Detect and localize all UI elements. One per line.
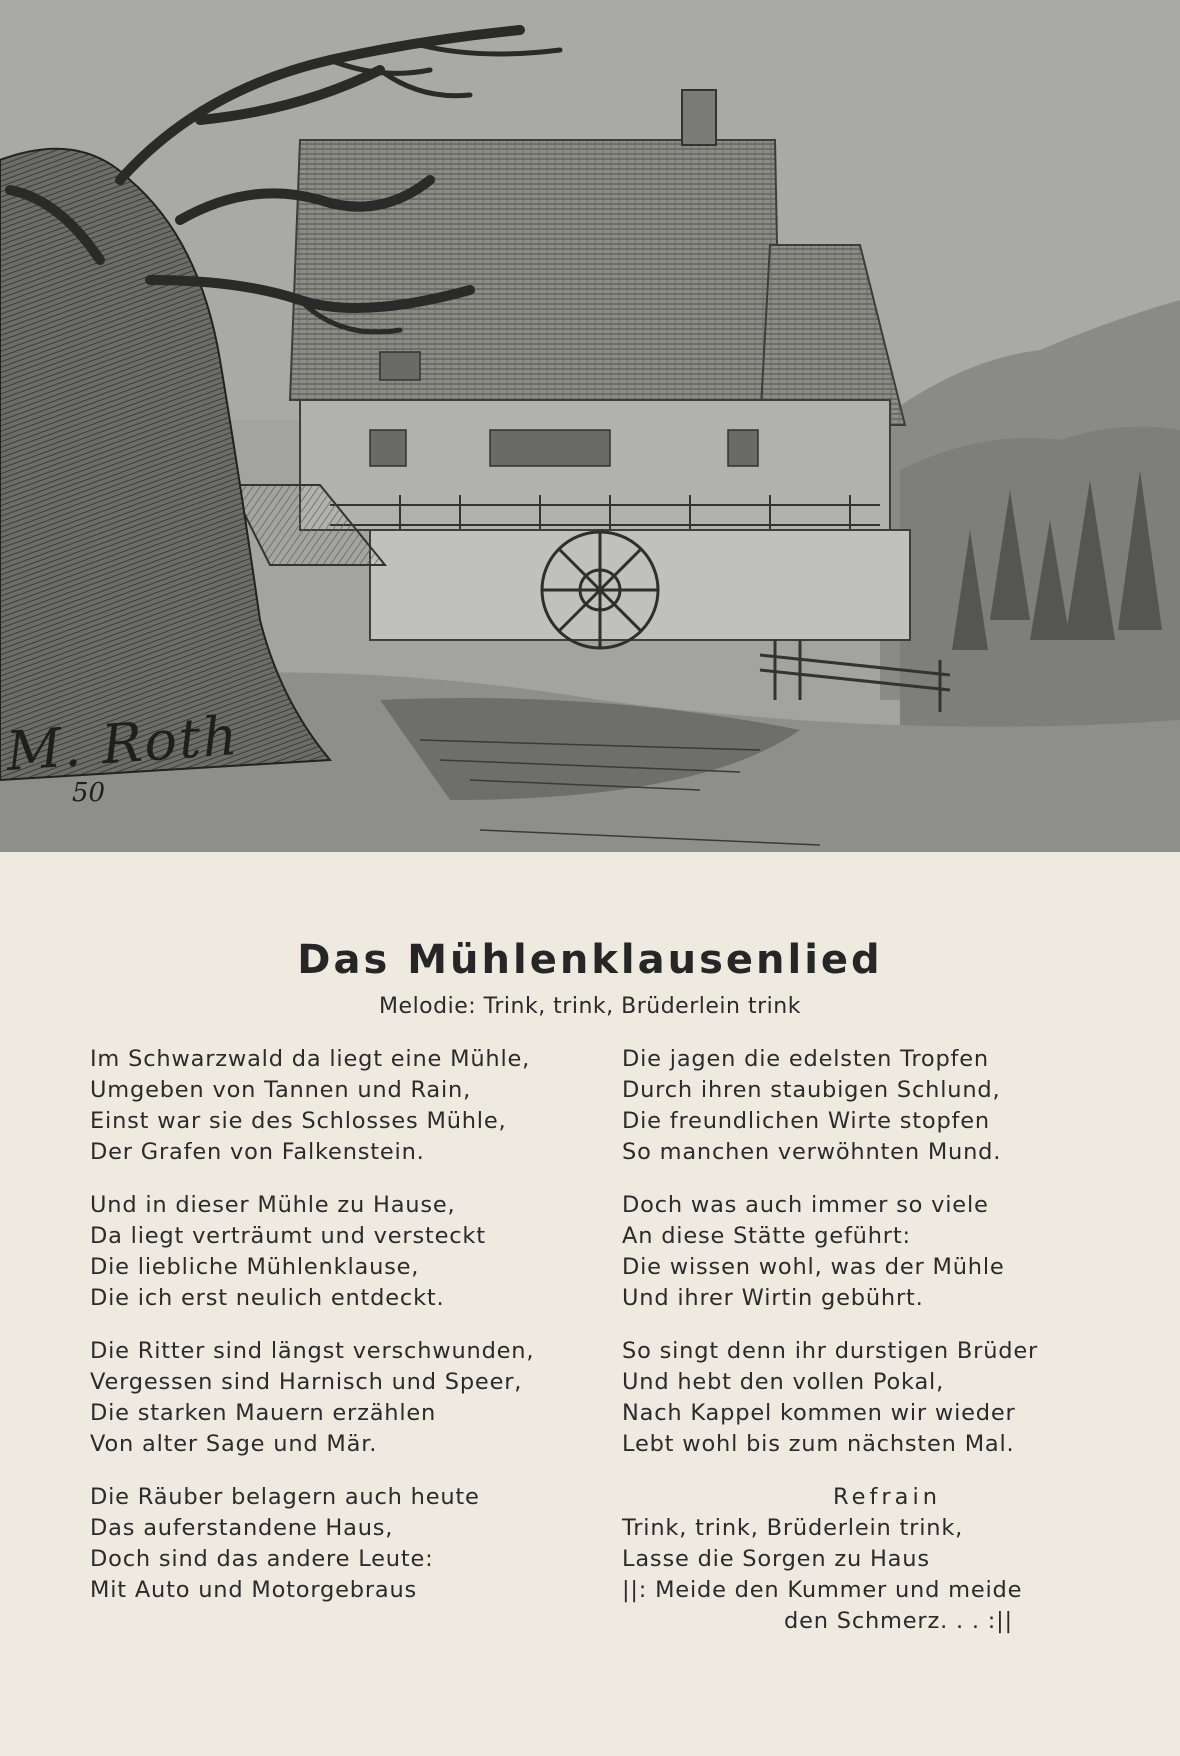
- stanza-1: [90, 1044, 610, 1168]
- verse-line: So manchen verwöhnten Mund.: [622, 1139, 1002, 1165]
- stanza-2: [90, 1190, 610, 1314]
- verse-line: Und in dieser Mühle zu Hause,: [90, 1192, 456, 1218]
- stanza-7: [622, 1336, 1092, 1460]
- verse-line: An diese Stätte geführt:: [622, 1223, 911, 1249]
- melody-note: Melodie: Trink, trink, Brüderlein trink: [379, 994, 801, 1019]
- refrain-line: Trink, trink, Brüderlein trink,: [622, 1515, 964, 1541]
- verse-line: Im Schwarzwald da liegt eine Mühle,: [90, 1046, 531, 1072]
- verse-line: Die Ritter sind längst verschwunden,: [90, 1338, 535, 1364]
- verse-line: Durch ihren staubigen Schlund,: [622, 1077, 1001, 1103]
- stanza-3: [90, 1336, 610, 1460]
- signature-year: 50: [72, 778, 106, 808]
- verse-line: Die liebliche Mühlenklause,: [90, 1254, 420, 1280]
- verse-line: Die freundlichen Wirte stopfen: [622, 1108, 990, 1134]
- refrain: [622, 1482, 1092, 1637]
- stanza-4: [90, 1482, 610, 1606]
- lyrics-sheet: [0, 852, 1180, 1756]
- artist-signature: M. Roth: [4, 703, 242, 784]
- right-column: [622, 1044, 1092, 1659]
- stanza-6: [622, 1190, 1092, 1314]
- verse-line: Doch was auch immer so viele: [622, 1192, 989, 1218]
- refrain-line: ||: Meide den Kummer und meide: [622, 1577, 1023, 1603]
- refrain-heading: Refrain: [833, 1484, 941, 1510]
- verse-line: Vergessen sind Harnisch und Speer,: [90, 1369, 523, 1395]
- water-wheel: [542, 532, 658, 648]
- verse-line: Die Räuber belagern auch heute: [90, 1484, 480, 1510]
- verse-line: Doch sind das andere Leute:: [90, 1546, 434, 1572]
- verse-line: Die ich erst neulich entdeckt.: [90, 1285, 445, 1311]
- verse-line: Nach Kappel kommen wir wieder: [622, 1400, 1016, 1426]
- refrain-line: Lasse die Sorgen zu Haus: [622, 1546, 930, 1572]
- verse-line: Das auferstandene Haus,: [90, 1515, 394, 1541]
- left-column: [90, 1044, 610, 1628]
- verse-line: Die wissen wohl, was der Mühle: [622, 1254, 1005, 1280]
- verse-line: Einst war sie des Schlosses Mühle,: [90, 1108, 507, 1134]
- verse-line: Mit Auto und Motorgebraus: [90, 1577, 418, 1603]
- mill-illustration: [0, 0, 1180, 852]
- verse-line: Der Grafen von Falkenstein.: [90, 1139, 425, 1165]
- verse-line: Und ihrer Wirtin gebührt.: [622, 1285, 924, 1311]
- verse-line: Da liegt verträumt und versteckt: [90, 1223, 486, 1249]
- verse-line: So singt denn ihr durstigen Brüder: [622, 1338, 1039, 1364]
- verse-line: Und hebt den vollen Pokal,: [622, 1369, 945, 1395]
- page-title: Das Mühlenklausenlied: [297, 937, 883, 983]
- stanza-5: [622, 1044, 1092, 1168]
- refrain-line: den Schmerz. . . :||: [784, 1608, 1013, 1634]
- verse-line: Umgeben von Tannen und Rain,: [90, 1077, 472, 1103]
- verse-line: Die starken Mauern erzählen: [90, 1400, 437, 1426]
- verse-line: Von alter Sage und Mär.: [90, 1431, 378, 1457]
- verse-line: Lebt wohl bis zum nächsten Mal.: [622, 1431, 1015, 1457]
- verse-line: Die jagen die edelsten Tropfen: [622, 1046, 989, 1072]
